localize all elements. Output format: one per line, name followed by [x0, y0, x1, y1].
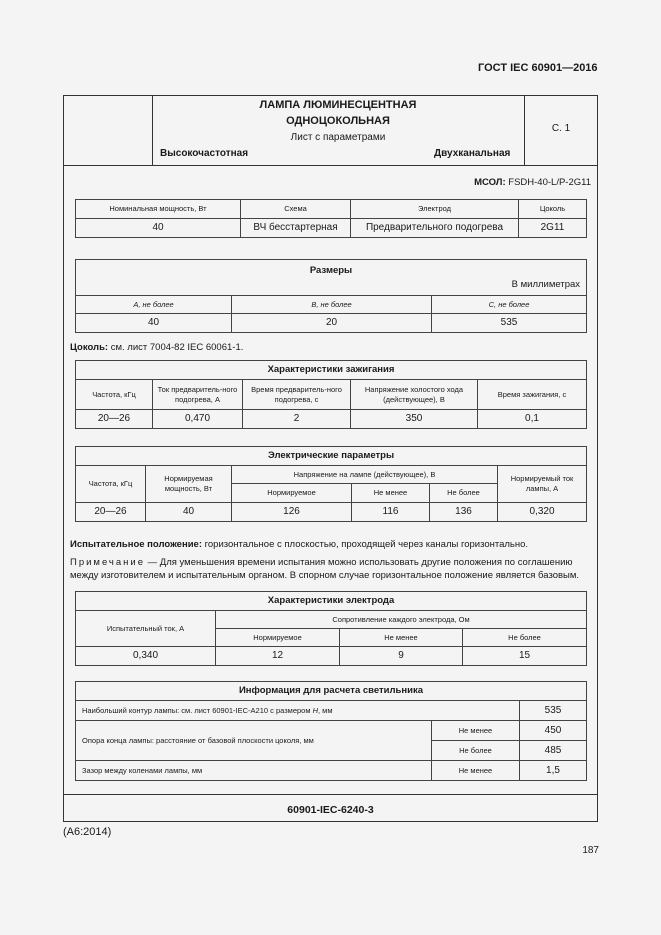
header-cell: C, не более	[432, 296, 587, 314]
title-line-2: ОДНОЦОКОЛЬНАЯ	[286, 115, 390, 127]
table-title: Электрические параметры	[76, 447, 587, 466]
row-label-var: H	[312, 705, 319, 715]
header-cell: Сопротивление каждого электрода, Ом	[216, 611, 587, 629]
table-title: Характеристики зажигания	[76, 361, 587, 380]
note-text-1: — Для уменьшения времени испытания можно использовать другие положения по соглашению	[145, 557, 573, 568]
header-cell: Напряжение холостого хода (действующее), В	[351, 380, 478, 410]
value-cell: 485	[520, 741, 587, 761]
row-label: Зазор между коленами лампы, мм	[76, 761, 432, 781]
header-cell: Не менее	[340, 629, 463, 647]
value-cell: ВЧ бесстартерная	[241, 219, 351, 238]
value-cell: 40	[146, 503, 232, 522]
header-cell: Частота, кГц	[76, 466, 146, 503]
header-cell: Не более	[430, 484, 498, 503]
header-cell: Не более	[463, 629, 587, 647]
electrode-table	[75, 591, 587, 666]
ignition-table	[75, 360, 587, 429]
header-cell: Напряжение на лампе (действующее), В	[232, 466, 498, 484]
row-label: Опора конца лампы: расстояние от базовой плоскости цоколя, мм	[76, 721, 432, 761]
value-cell: 20—26	[76, 503, 146, 522]
units-note: В миллиметрах	[511, 279, 581, 290]
value-cell: 0,1	[478, 410, 587, 429]
title-subtitle: Лист с параметрами	[290, 132, 386, 143]
header-cell: Нормируемый ток лампы, А	[498, 466, 587, 503]
cap-label: Цоколь:	[70, 342, 109, 353]
value-cell: Предварительного подогрева	[351, 219, 519, 238]
header-cell: Цоколь	[519, 200, 587, 219]
title-right-label: Двухканальная	[434, 148, 511, 159]
title-left-label: Высокочастотная	[160, 148, 249, 159]
page-number: 187	[582, 845, 599, 856]
luminaire-info-table	[75, 681, 587, 781]
header-cell: Ток предваритель-ного подогрева, А	[153, 380, 243, 410]
row-label-text: Наибольший контур лампы: см. лист 60901-IEC-A210 с размером	[82, 705, 313, 715]
divider	[63, 794, 598, 795]
limit-cell: Не менее	[432, 761, 520, 781]
value-cell: 136	[430, 503, 498, 522]
value-cell: 40	[76, 314, 232, 333]
mcol-value: FSDH-40-L/P-2G11	[508, 177, 591, 188]
header-cell: Время зажигания, с	[478, 380, 587, 410]
test-text: горизонтальное с плоскостью, проходящей через каналы горизонтально.	[204, 539, 529, 550]
value-cell: 126	[232, 503, 352, 522]
value-cell: 1,5	[520, 761, 587, 781]
title-line-1: ЛАМПА ЛЮМИНЕСЦЕНТНАЯ	[259, 99, 417, 111]
dimensions-table	[75, 259, 587, 333]
table-title-cell	[76, 260, 587, 296]
cap-line	[70, 342, 243, 353]
electrical-table	[75, 446, 587, 522]
header-cell: Электрод	[351, 200, 519, 219]
lamp-type-table	[75, 199, 587, 238]
header-cell: Время предваритель-ного подогрева, с	[243, 380, 351, 410]
value-cell: 40	[76, 219, 241, 238]
value-cell: 116	[352, 503, 430, 522]
row-label-suffix: , мм	[318, 705, 333, 715]
value-cell: 0,320	[498, 503, 587, 522]
value-cell: 535	[520, 701, 587, 721]
test-label: Испытательное положение:	[70, 539, 202, 550]
cap-text: см. лист 7004-82 IEC 60061-1.	[110, 342, 244, 353]
value-cell: 0,340	[76, 647, 216, 666]
value-cell: 2	[243, 410, 351, 429]
table-title: Характеристики электрода	[76, 592, 587, 611]
note-label: Примечание	[70, 557, 145, 568]
value-cell: 2G11	[519, 219, 587, 238]
header-cell: A, не более	[76, 296, 232, 314]
value-cell: 0,470	[153, 410, 243, 429]
table-title: Информация для расчета светильника	[76, 682, 587, 701]
limit-cell: Не более	[432, 741, 520, 761]
divider	[63, 165, 598, 166]
mcol-label: МСОЛ:	[474, 177, 506, 188]
note-line-1	[70, 557, 573, 568]
value-cell: 15	[463, 647, 587, 666]
table-title: Размеры	[309, 265, 353, 276]
standard-number: ГОСТ IEC 60901—2016	[478, 62, 598, 74]
header-cell: Нормируемая мощность, Вт	[146, 466, 232, 503]
value-cell: 450	[520, 721, 587, 741]
value-cell: 535	[432, 314, 587, 333]
header-cell: Нормируемое	[216, 629, 340, 647]
header-cell: Частота, кГц	[76, 380, 153, 410]
mcol-line	[474, 177, 591, 188]
value-cell: 20	[232, 314, 432, 333]
note-line-2: между изготовителем и испытательным органом. В спорном случае горизонтальное положение является базовым.	[70, 570, 580, 581]
test-position	[70, 539, 528, 550]
limit-cell: Не менее	[432, 721, 520, 741]
sheet-page: С. 1	[551, 123, 571, 134]
header-cell: Испытательный ток, А	[76, 611, 216, 647]
value-cell: 20—26	[76, 410, 153, 429]
value-cell: 9	[340, 647, 463, 666]
amendment-note: (А6:2014)	[63, 826, 112, 838]
header-cell: B, не более	[232, 296, 432, 314]
header-cell: Нормируемое	[232, 484, 352, 503]
header-cell: Не менее	[352, 484, 430, 503]
header-cell: Схема	[241, 200, 351, 219]
value-cell: 350	[351, 410, 478, 429]
sheet-number: 60901-IEC-6240-3	[287, 804, 374, 816]
row-label	[76, 701, 520, 721]
value-cell: 12	[216, 647, 340, 666]
header-cell: Номинальная мощность, Вт	[76, 200, 241, 219]
